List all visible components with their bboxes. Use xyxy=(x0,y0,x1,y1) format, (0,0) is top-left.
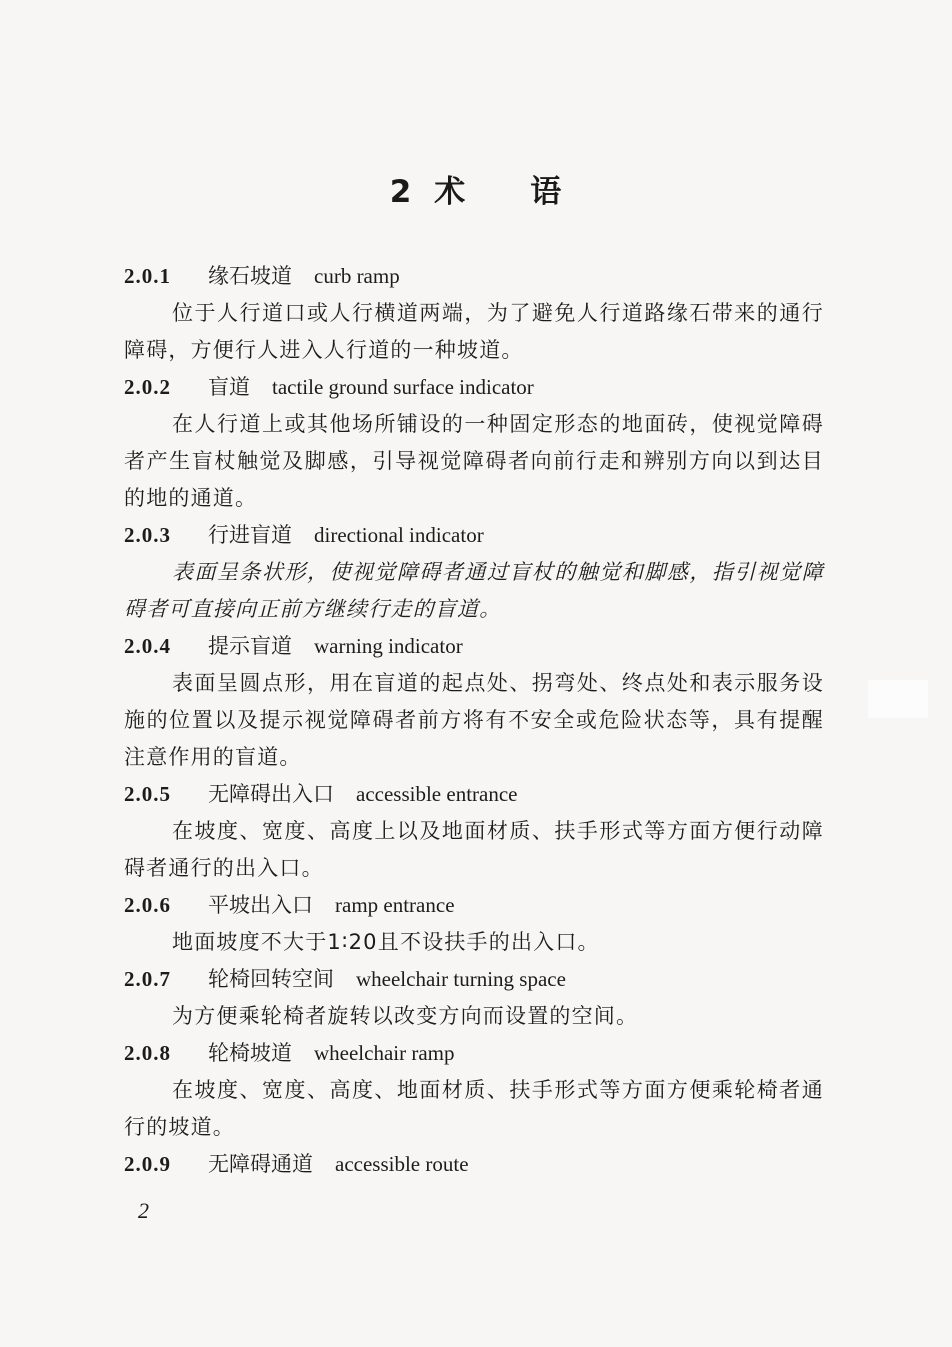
term-heading xyxy=(124,258,824,295)
term-english-name: ramp entrance xyxy=(335,893,455,917)
term-number: 2.0.6 xyxy=(124,893,171,917)
term-list xyxy=(124,258,824,1183)
term-entry xyxy=(124,887,824,961)
term-heading xyxy=(124,517,824,554)
chapter-title-char-2: 语 xyxy=(530,174,563,210)
term-heading xyxy=(124,369,824,406)
term-definition: 位于人行道口或人行横道两端，为了避免人行道路缘石带来的通行障碍，方便行人进入人行道的一种坡道。 xyxy=(124,301,824,362)
term-heading xyxy=(124,776,824,813)
term-english-name: accessible entrance xyxy=(356,782,518,806)
term-entry xyxy=(124,961,824,1035)
term-number: 2.0.7 xyxy=(124,967,171,991)
term-chinese-name: 提示盲道 xyxy=(208,634,292,658)
term-number: 2.0.8 xyxy=(124,1041,171,1065)
term-chinese-name: 轮椅坡道 xyxy=(208,1041,292,1065)
term-heading xyxy=(124,1035,824,1072)
chapter-title xyxy=(0,166,952,211)
term-chinese-name: 缘石坡道 xyxy=(208,264,292,288)
term-english-name: tactile ground surface indicator xyxy=(272,375,534,399)
term-definition: 表面呈条状形，使视觉障碍者通过盲杖的触觉和脚感，指引视觉障碍者可直接向正前方继续行走的盲道。 xyxy=(124,560,824,621)
term-entry xyxy=(124,369,824,517)
term-chinese-name: 无障碍通道 xyxy=(208,1152,313,1176)
chapter-title-char-1: 术 xyxy=(434,174,467,210)
term-heading xyxy=(124,961,824,998)
term-number: 2.0.2 xyxy=(124,375,171,399)
term-chinese-name: 盲道 xyxy=(208,375,250,399)
term-english-name: curb ramp xyxy=(314,264,400,288)
term-definition: 表面呈圆点形，用在盲道的起点处、拐弯处、终点处和表示服务设施的位置以及提示视觉障碍者前方将有不安全或危险状态等，具有提醒注意作用的盲道。 xyxy=(124,671,824,769)
term-number: 2.0.5 xyxy=(124,782,171,806)
term-chinese-name: 行进盲道 xyxy=(208,523,292,547)
term-heading xyxy=(124,1146,824,1183)
term-english-name: wheelchair ramp xyxy=(314,1041,455,1065)
term-number: 2.0.4 xyxy=(124,634,171,658)
term-entry xyxy=(124,1146,824,1183)
term-definition: 在人行道上或其他场所铺设的一种固定形态的地面砖，使视觉障碍者产生盲杖触觉及脚感，引导视觉障碍者向前行走和辨别方向以到达目的地的通道。 xyxy=(124,412,824,510)
term-entry xyxy=(124,517,824,628)
term-chinese-name: 平坡出入口 xyxy=(208,893,313,917)
term-definition: 为方便乘轮椅者旋转以改变方向而设置的空间。 xyxy=(172,1004,639,1028)
term-definition: 在坡度、宽度、高度上以及地面材质、扶手形式等方面方便行动障碍者通行的出入口。 xyxy=(124,819,824,880)
term-chinese-name: 轮椅回转空间 xyxy=(208,967,334,991)
term-heading xyxy=(124,887,824,924)
term-heading xyxy=(124,628,824,665)
term-definition: 地面坡度不大于1∶20且不设扶手的出入口。 xyxy=(172,930,600,954)
scan-artifact xyxy=(868,680,928,718)
term-number: 2.0.1 xyxy=(124,264,171,288)
term-entry xyxy=(124,628,824,776)
term-definition: 在坡度、宽度、高度、地面材质、扶手形式等方面方便乘轮椅者通行的坡道。 xyxy=(124,1078,824,1139)
term-number: 2.0.3 xyxy=(124,523,171,547)
term-english-name: warning indicator xyxy=(314,634,463,658)
term-chinese-name: 无障碍出入口 xyxy=(208,782,334,806)
term-english-name: directional indicator xyxy=(314,523,484,547)
term-english-name: accessible route xyxy=(335,1152,469,1176)
term-english-name: wheelchair turning space xyxy=(356,967,566,991)
page-number: 2 xyxy=(138,1198,149,1223)
chapter-number: 2 xyxy=(389,174,413,210)
term-entry xyxy=(124,1035,824,1146)
term-entry xyxy=(124,776,824,887)
term-entry xyxy=(124,258,824,369)
term-number: 2.0.9 xyxy=(124,1152,171,1176)
